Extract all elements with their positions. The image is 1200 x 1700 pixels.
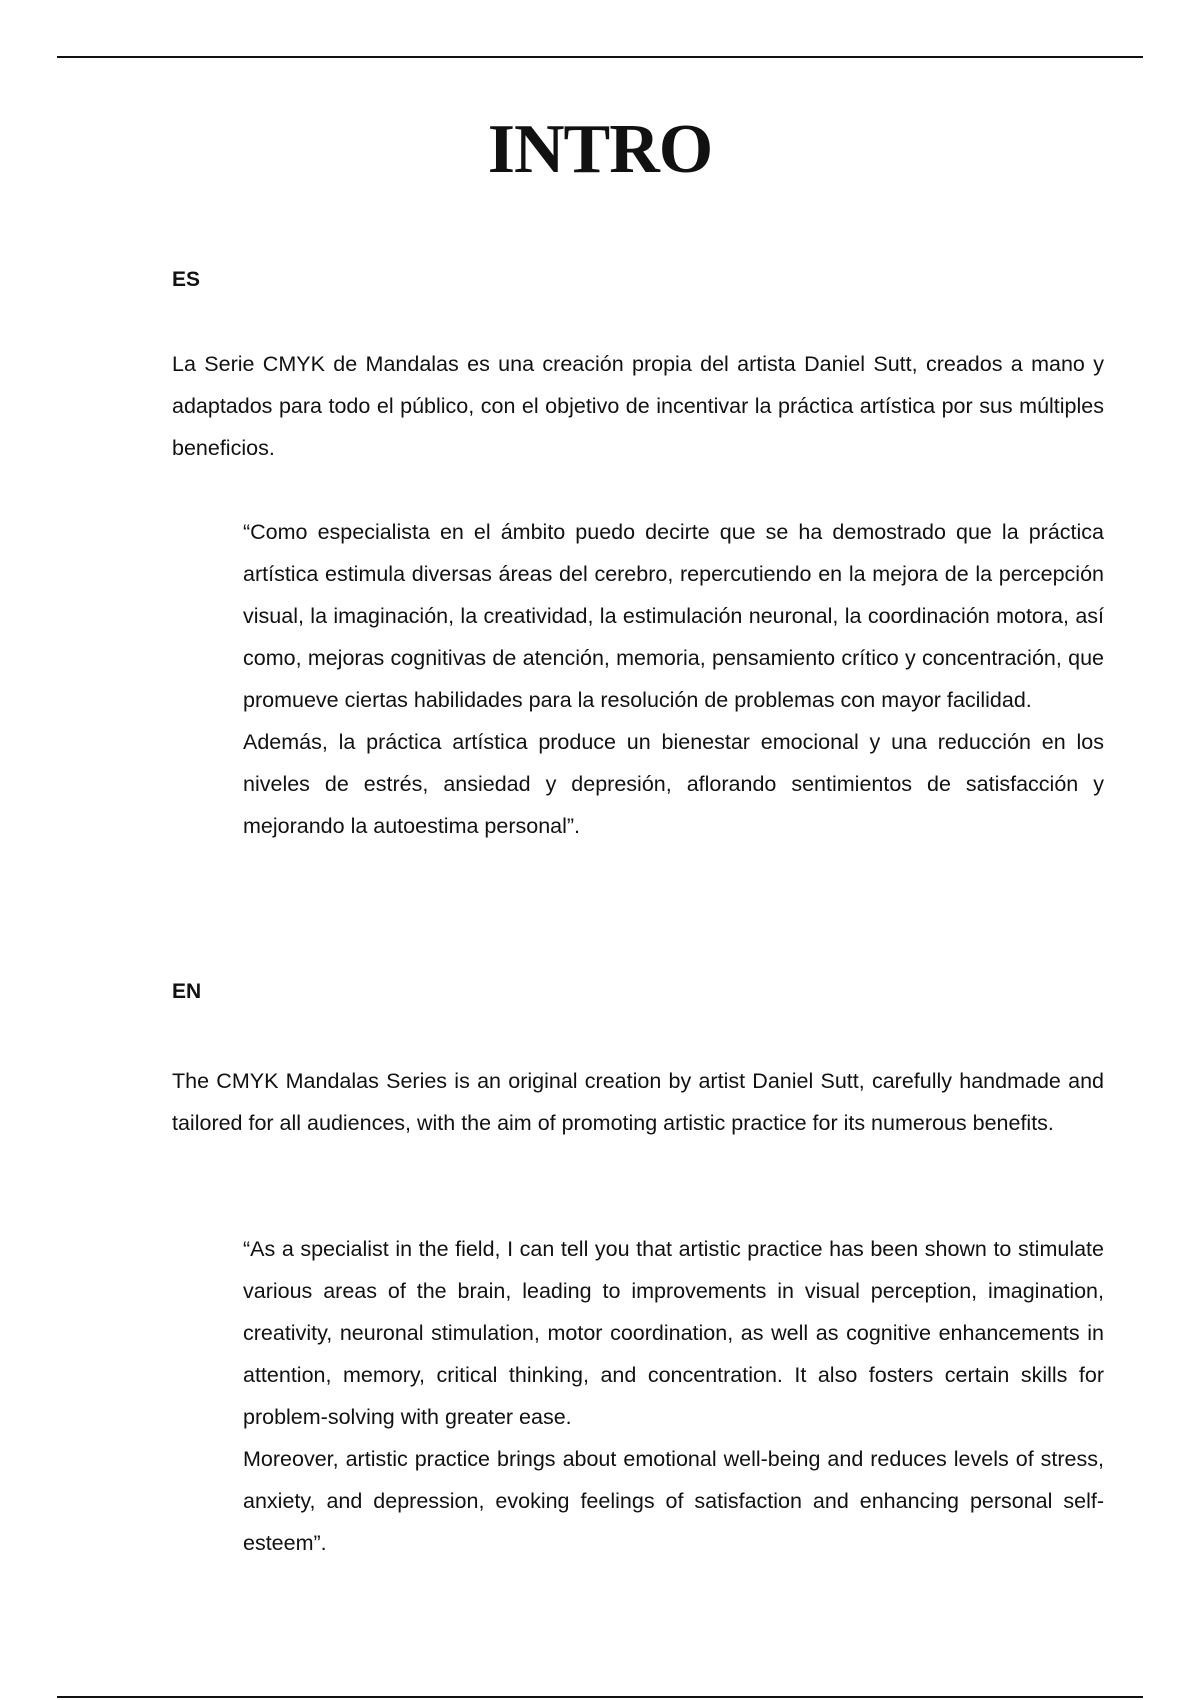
quote-paragraph-es-2: Además, la práctica artística produce un bienestar emocional y una reducción en los niveles de estrés, ansiedad y depresión, aflorando sentimientos de satisfacción y mejorando la autoestima personal”. [243,730,1104,838]
lang-label-en: EN [172,980,202,1003]
page-title: INTRO [487,111,713,188]
quote-paragraph-es-1: “Como especialista en el ámbito puedo decirte que se ha demostrado que la práctica artística estimula diversas áreas del cerebro, repercutiendo en la mejora de la percepción visual, la imaginación, la creatividad, la estimulación neuronal, la coordinación motora, así como, mejoras cognitivas de atención, memoria, pensamiento crítico y concentración, que promueve ciertas habilidades para la resolución de problemas con mayor facilidad. [243,520,1104,712]
quote-paragraph-en-1: “As a specialist in the field, I can tell you that artistic practice has been shown to stimulate various areas of the brain, leading to improvements in visual perception, imagination, creativity, neuronal stimulation, motor coordination, as well as cognitive enhancements in attention, memory, critical thinking, and concentration. It also fosters certain skills for problem-solving with greater ease. [243,1237,1104,1429]
intro-paragraph-es: La Serie CMYK de Mandalas es una creación propia del artista Daniel Sutt, creados a mano y adaptados para todo el público, con el objetivo de incentivar la práctica artística por sus múltiples beneficios. [172,352,1104,460]
intro-paragraph-en: The CMYK Mandalas Series is an original creation by artist Daniel Sutt, carefully handmade and tailored for all audiences, with the aim of promoting artistic practice for its numerous benefits. [172,1069,1104,1135]
lang-label-es: ES [172,268,201,291]
quote-block-en [243,1228,1104,1564]
bottom-rule [57,1696,1143,1698]
quote-paragraph-en-2: Moreover, artistic practice brings about emotional well-being and reduces levels of stress, anxiety, and depression, evoking feelings of satisfaction and enhancing personal self-esteem”. [243,1447,1104,1555]
top-rule [57,56,1143,58]
quote-block-es [243,511,1104,847]
